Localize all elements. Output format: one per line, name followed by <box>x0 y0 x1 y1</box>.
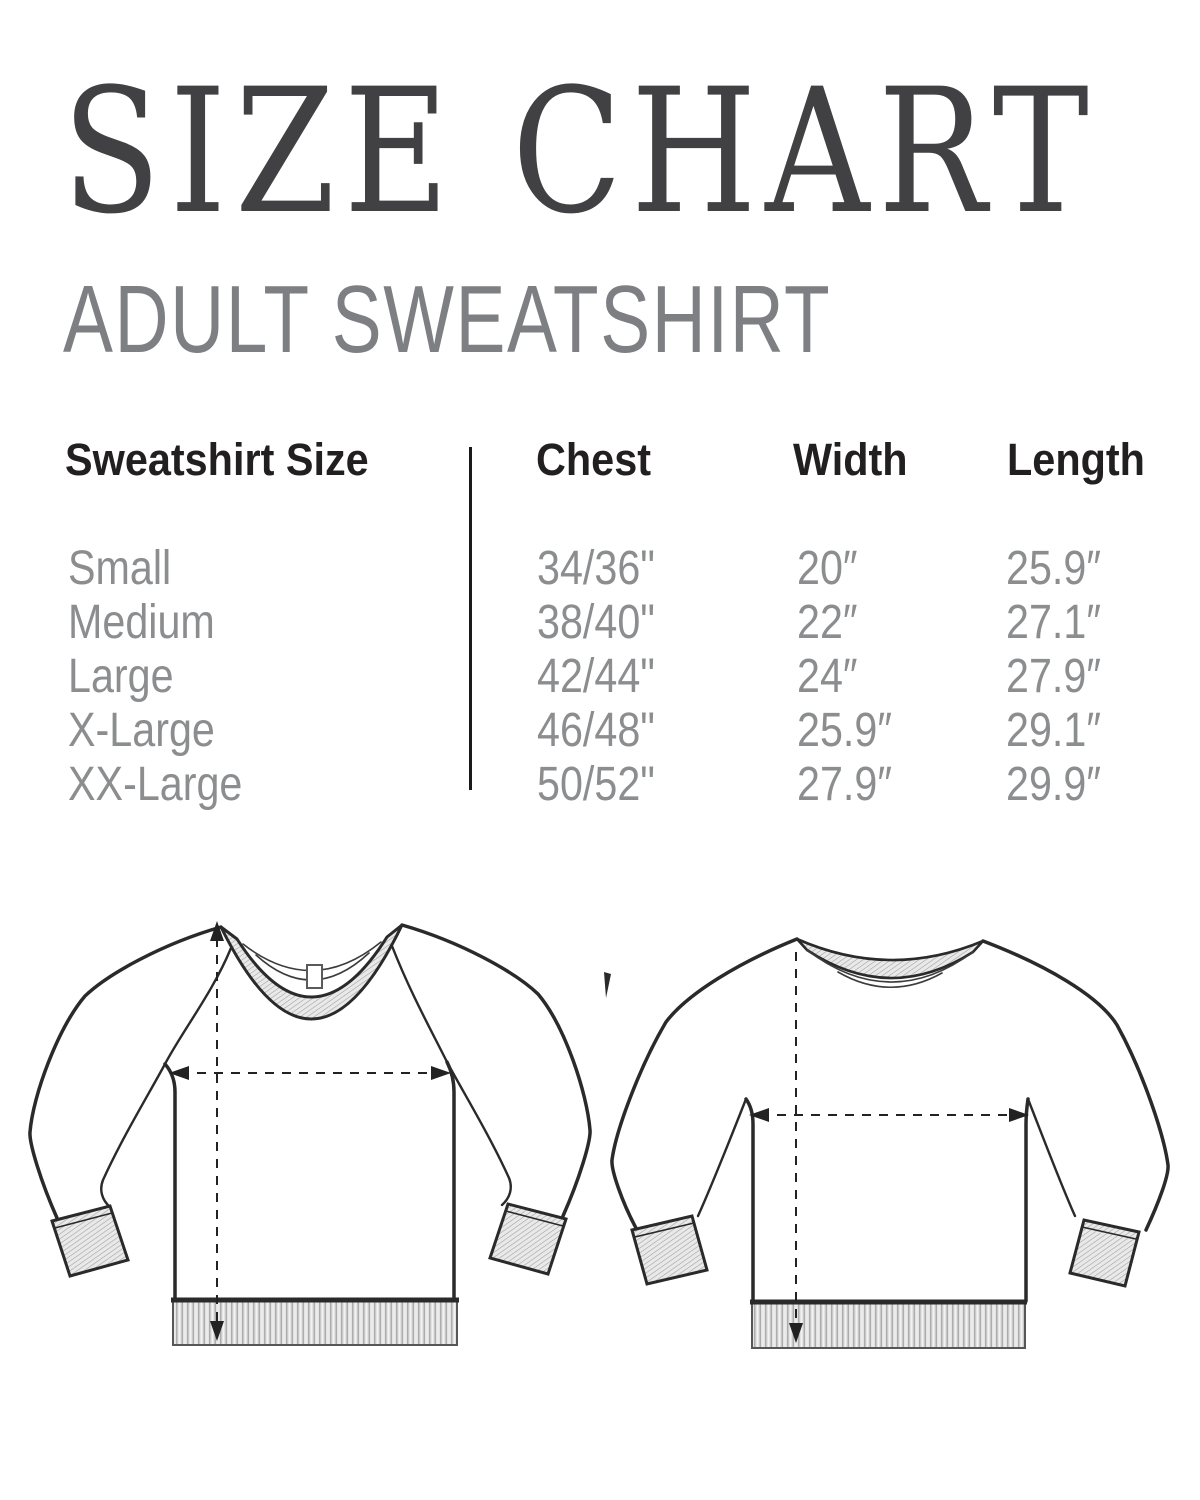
back-collar-band <box>797 939 983 978</box>
front-right-raglan-seam <box>392 946 447 1062</box>
front-right-sleeve-inner <box>447 1062 511 1205</box>
table-row <box>0 758 1200 816</box>
stray-mark <box>604 972 611 998</box>
back-right-cuff <box>1070 1220 1139 1286</box>
page-subtitle: ADULT SWEATSHIRT <box>63 266 832 373</box>
page-title: SIZE CHART <box>62 51 1098 252</box>
length-cell: 29.9″ <box>1006 758 1101 811</box>
width-cell: 20″ <box>797 542 858 595</box>
length-cell: 29.1″ <box>1006 704 1101 757</box>
width-cell: 22″ <box>797 596 858 649</box>
sweatshirt-front-diagram <box>0 880 600 1355</box>
front-body-right-edge <box>447 1062 454 1299</box>
front-left-sleeve-outline <box>30 927 221 1218</box>
front-neck-tag <box>307 965 322 988</box>
chest-cell: 42/44" <box>537 650 655 703</box>
front-left-cuff <box>52 1206 128 1276</box>
front-left-raglan-seam <box>165 948 231 1064</box>
size-cell: Large <box>68 650 174 703</box>
chest-cell: 46/48" <box>537 704 655 757</box>
column-header-size: Sweatshirt Size <box>65 434 369 485</box>
size-cell: XX-Large <box>68 758 243 811</box>
width-cell: 24″ <box>797 650 858 703</box>
size-cell: X-Large <box>68 704 215 757</box>
back-left-sleeve-outline <box>612 939 797 1228</box>
width-cell: 27.9″ <box>797 758 892 811</box>
back-right-sleeve-inner <box>1028 1099 1075 1216</box>
front-body-left-edge <box>165 1064 175 1299</box>
table-row <box>0 650 1200 708</box>
table-row <box>0 596 1200 654</box>
back-body-left-edge <box>746 1099 753 1301</box>
column-header-width: Width <box>793 434 908 485</box>
column-header-length: Length <box>1007 434 1145 485</box>
column-header-chest: Chest <box>536 434 652 485</box>
size-cell: Medium <box>68 596 215 649</box>
sweatshirt-back-diagram <box>600 880 1200 1355</box>
width-cell: 25.9″ <box>797 704 892 757</box>
length-cell: 27.9″ <box>1006 650 1101 703</box>
chest-cell: 50/52" <box>537 758 655 811</box>
table-row <box>0 542 1200 600</box>
table-row <box>0 704 1200 762</box>
size-cell: Small <box>68 542 172 595</box>
chest-cell: 34/36" <box>537 542 655 595</box>
front-right-cuff <box>490 1204 566 1274</box>
front-right-sleeve-outline <box>402 925 590 1216</box>
front-left-sleeve-inner <box>101 1064 165 1207</box>
back-body-right-edge <box>1026 1099 1028 1301</box>
length-cell: 27.1″ <box>1006 596 1101 649</box>
chest-cell: 38/40" <box>537 596 655 649</box>
back-left-sleeve-inner <box>698 1099 746 1216</box>
back-left-cuff <box>632 1216 707 1284</box>
length-cell: 25.9″ <box>1006 542 1101 595</box>
back-right-sleeve-outline <box>983 941 1168 1230</box>
